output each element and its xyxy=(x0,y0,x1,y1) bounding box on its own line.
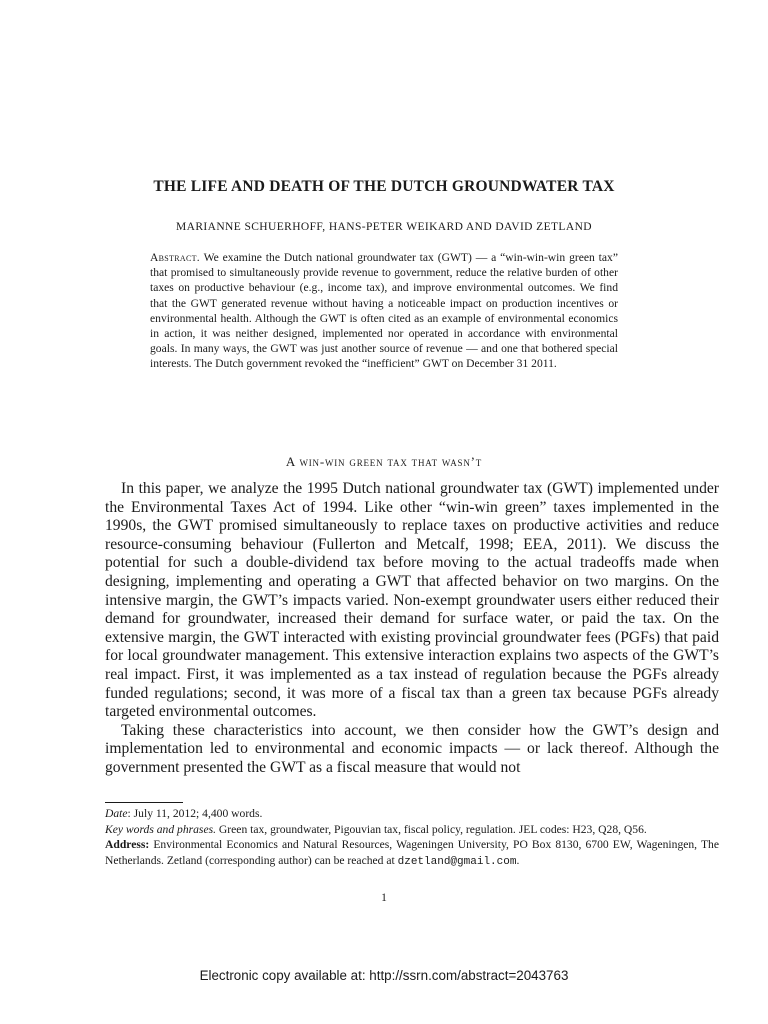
section-heading: A win-win green tax that wasn’t xyxy=(285,454,483,469)
footnote-keywords xyxy=(105,822,719,838)
paragraph-1: In this paper, we analyze the 1995 Dutch national groundwater tax (GWT) implemented under the Environmental Taxes Act of 1994. Like other “win-win green” taxes implemented in the 1990s, the GWT promised simultaneously to replace taxes on productive activities and reduce resource-consuming behaviour (Fullerton and Metcalf, 1998; EEA, 2011). We discuss the potential for such a double-dividend tax before moving to the actual tradeoffs made when designing, implementing and operating a GWT that affected behavior on two margins. On the intensive margin, the GWT’s impacts varied. Non-exempt groundwater users either reduced their demand for groundwater, increased their demand for surface water, or paid the tax. On the extensive margin, the GWT interacted with existing provincial groundwater fees (PGFs) that paid for local groundwater management. This extensive interaction explains two aspects of the GWT’s real impact. First, it was implemented as a tax instead of regulation because the PGFs already funded regulations; second, it was more of a fiscal tax than a green tax because PGFs already targeted environmental outcomes. xyxy=(105,480,719,721)
date-label: Date xyxy=(105,807,128,820)
paper-title: THE LIFE AND DEATH OF THE DUTCH GROUNDWATER TAX xyxy=(153,178,615,195)
abstract-label: Abstract. xyxy=(150,251,200,264)
author-list: MARIANNE SCHUERHOFF, HANS-PETER WEIKARD AND DAVID ZETLAND xyxy=(176,221,592,233)
footnotes xyxy=(105,806,719,870)
address-text: Environmental Economics and Natural Resources, Wageningen University, PO Box 8130, 6700 EW, Wageningen, The Netherlands. Zetland (corresponding author) can be reached at xyxy=(105,838,719,867)
keywords-label: Key words and phrases. xyxy=(105,822,217,836)
footnote-address xyxy=(105,837,719,870)
date-text: : July 11, 2012; 4,400 words. xyxy=(127,807,263,820)
abstract-text: We examine the Dutch national groundwater tax (GWT) — a “win-win-win green tax” that promised to simultaneously provide revenue to government, reduce the relative burden of other taxes on productive behaviour (e.g., income tax), and improve environmental outcomes. We find that the GWT generated revenue without having a noticeable impact on production incentives or environmental health. Although the GWT is often cited as an example of environmental economics in action, it was neither designed, implemented nor operated in accordance with environmental goals. In many ways, the GWT was just another source of revenue — and one that bothered special interests. The Dutch government revoked the “inefficient” GWT on December 31 2011. xyxy=(150,251,618,371)
address-label: Address: xyxy=(105,838,150,852)
abstract xyxy=(150,250,618,372)
ssrn-footer: Electronic copy available at: http://ssrn.com/abstract=2043763 xyxy=(199,968,569,983)
address-end: . xyxy=(516,853,520,867)
keywords-text: Green tax, groundwater, Pigouvian tax, fiscal policy, regulation. JEL codes: H23, Q28, Q56. xyxy=(216,822,647,836)
page-number: 1 xyxy=(381,892,387,904)
body-text xyxy=(105,480,719,778)
footnote-rule xyxy=(105,802,183,803)
footnote-date xyxy=(105,806,719,822)
paragraph-2: Taking these characteristics into account, we then consider how the GWT’s design and implementation led to environmental and economic impacts — or lack thereof. Although the government presented the GWT as a fiscal measure that would not xyxy=(105,721,719,776)
email-link[interactable]: dzetland@gmail.com xyxy=(397,855,517,868)
